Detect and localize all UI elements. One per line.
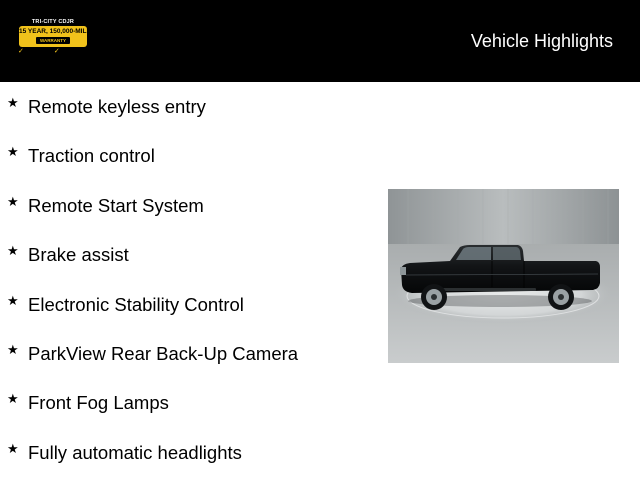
list-item (0, 329, 380, 378)
list-item (0, 181, 380, 230)
vehicle-photo (388, 189, 619, 363)
list-item (0, 230, 380, 279)
star-icon: ★ (7, 392, 19, 408)
badge-dealer-name: TRI-CITY CDJR (31, 19, 75, 25)
list-item (0, 280, 380, 329)
star-icon: ★ (7, 194, 19, 210)
star-icon: ★ (7, 342, 19, 358)
feature-label: Electronic Stability Control (28, 293, 244, 315)
badge-check-icons: ✓✓ (18, 47, 90, 55)
badge-warranty-label: WARRANTY (36, 37, 70, 44)
list-item (0, 378, 380, 427)
star-icon: ★ (7, 145, 19, 161)
header-bar (0, 0, 640, 82)
star-icon: ★ (7, 293, 19, 309)
badge-warranty-term: 15 YEAR, 150,000-MILE (19, 28, 91, 35)
feature-label: ParkView Rear Back-Up Camera (28, 342, 299, 364)
badge-plate (19, 26, 91, 47)
feature-list (0, 82, 380, 477)
star-icon: ★ (7, 244, 19, 260)
star-icon: ★ (7, 96, 19, 111)
feature-label: Fully automatic headlights (28, 441, 242, 463)
feature-label: Traction control (28, 145, 155, 167)
page-title: Vehicle Highlights (470, 31, 613, 51)
list-item (0, 131, 380, 180)
star-icon: ★ (7, 441, 19, 457)
feature-label: Front Fog Lamps (28, 392, 169, 414)
feature-label: Remote Start System (28, 194, 204, 216)
feature-label: Remote keyless entry (28, 96, 206, 117)
feature-label: Brake assist (28, 244, 129, 266)
list-item (0, 82, 380, 131)
list-item (0, 428, 380, 477)
warranty-badge-logo (19, 19, 91, 49)
